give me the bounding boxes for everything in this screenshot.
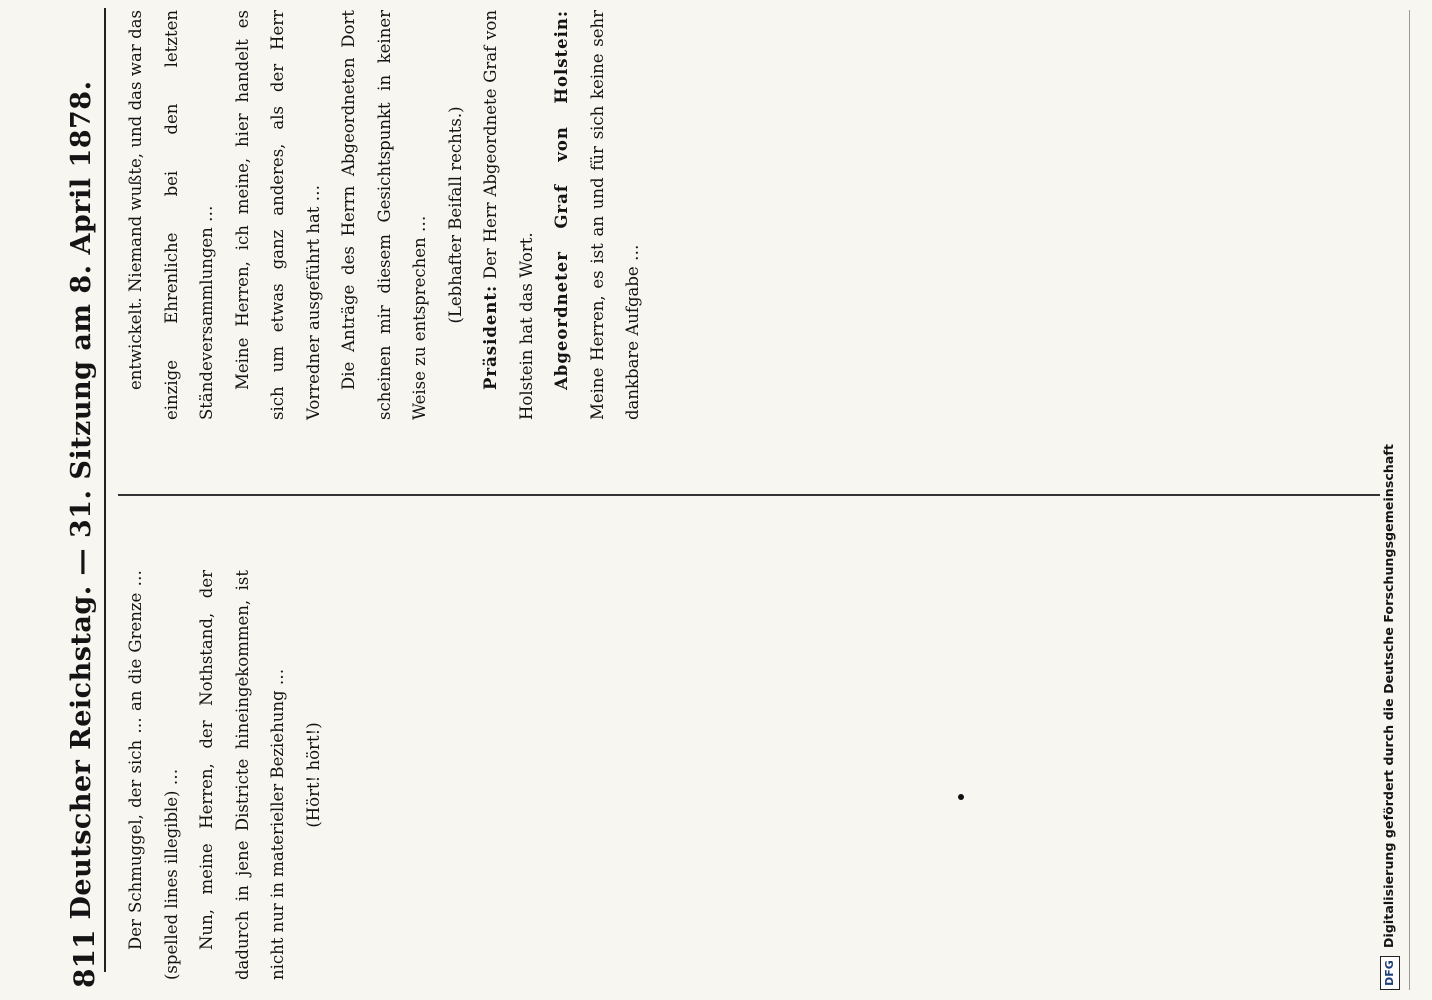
page-number: 811 bbox=[68, 929, 101, 988]
dfg-logo: DFG bbox=[1380, 956, 1400, 990]
right-paragraph-3: Die Anträge des Herrn Abgeordneten Dort scheinen mir diesem Gesichtspunkt in keiner Weise zu entsprechen … bbox=[339, 10, 429, 420]
running-title: Deutscher Reichstag. — 31. Sitzung am 8. April 1878. bbox=[66, 80, 97, 920]
page-footer bbox=[1375, 0, 1432, 1000]
digitization-credit: Digitalisierung gefördert durch die Deutsche Forschungsgemeinschaft bbox=[1381, 443, 1396, 948]
left-paragraph-1: Der Schmuggel, der sich … an die Grenze … (spelled lines illegible) … bbox=[126, 570, 181, 980]
left-column bbox=[118, 570, 331, 980]
holstein-text: Meine Herren, es ist an und für sich keine sehr dankbare Aufgabe … bbox=[587, 10, 642, 420]
president-speech bbox=[473, 10, 544, 420]
scan-speck bbox=[958, 794, 964, 800]
president-text: Der Herr Abgeordnete Graf von Holstein hat das Wort. bbox=[481, 10, 536, 420]
applause-note: (Lebhafter Beifall rechts.) bbox=[445, 106, 465, 324]
right-column bbox=[118, 10, 651, 420]
column-divider bbox=[118, 494, 1380, 496]
speaker-president: Präsident: bbox=[481, 284, 500, 390]
left-interjection: (Hört! hört!) bbox=[303, 722, 323, 828]
holstein-speech bbox=[544, 10, 651, 420]
header-rule bbox=[104, 8, 106, 972]
right-paragraph-1: entwickelt. Niemand wußte, und das war das einzige Ehrenliche bei den letzten Ständeversammlungen … bbox=[126, 10, 216, 420]
speaker-holstein: Abgeordneter Graf von Holstein: bbox=[552, 10, 571, 390]
footer-rule bbox=[1409, 10, 1410, 990]
right-paragraph-2: Meine Herren, ich meine, hier handelt es sich um etwas ganz anderes, als der Herr Vorredner ausgeführt hat … bbox=[232, 10, 323, 420]
left-paragraph-2: Nun, meine Herren, der Nothstand, der dadurch in jene Districte hineingekommen, ist nicht nur in materieller Beziehung … bbox=[197, 570, 287, 980]
page-header bbox=[0, 0, 110, 1000]
